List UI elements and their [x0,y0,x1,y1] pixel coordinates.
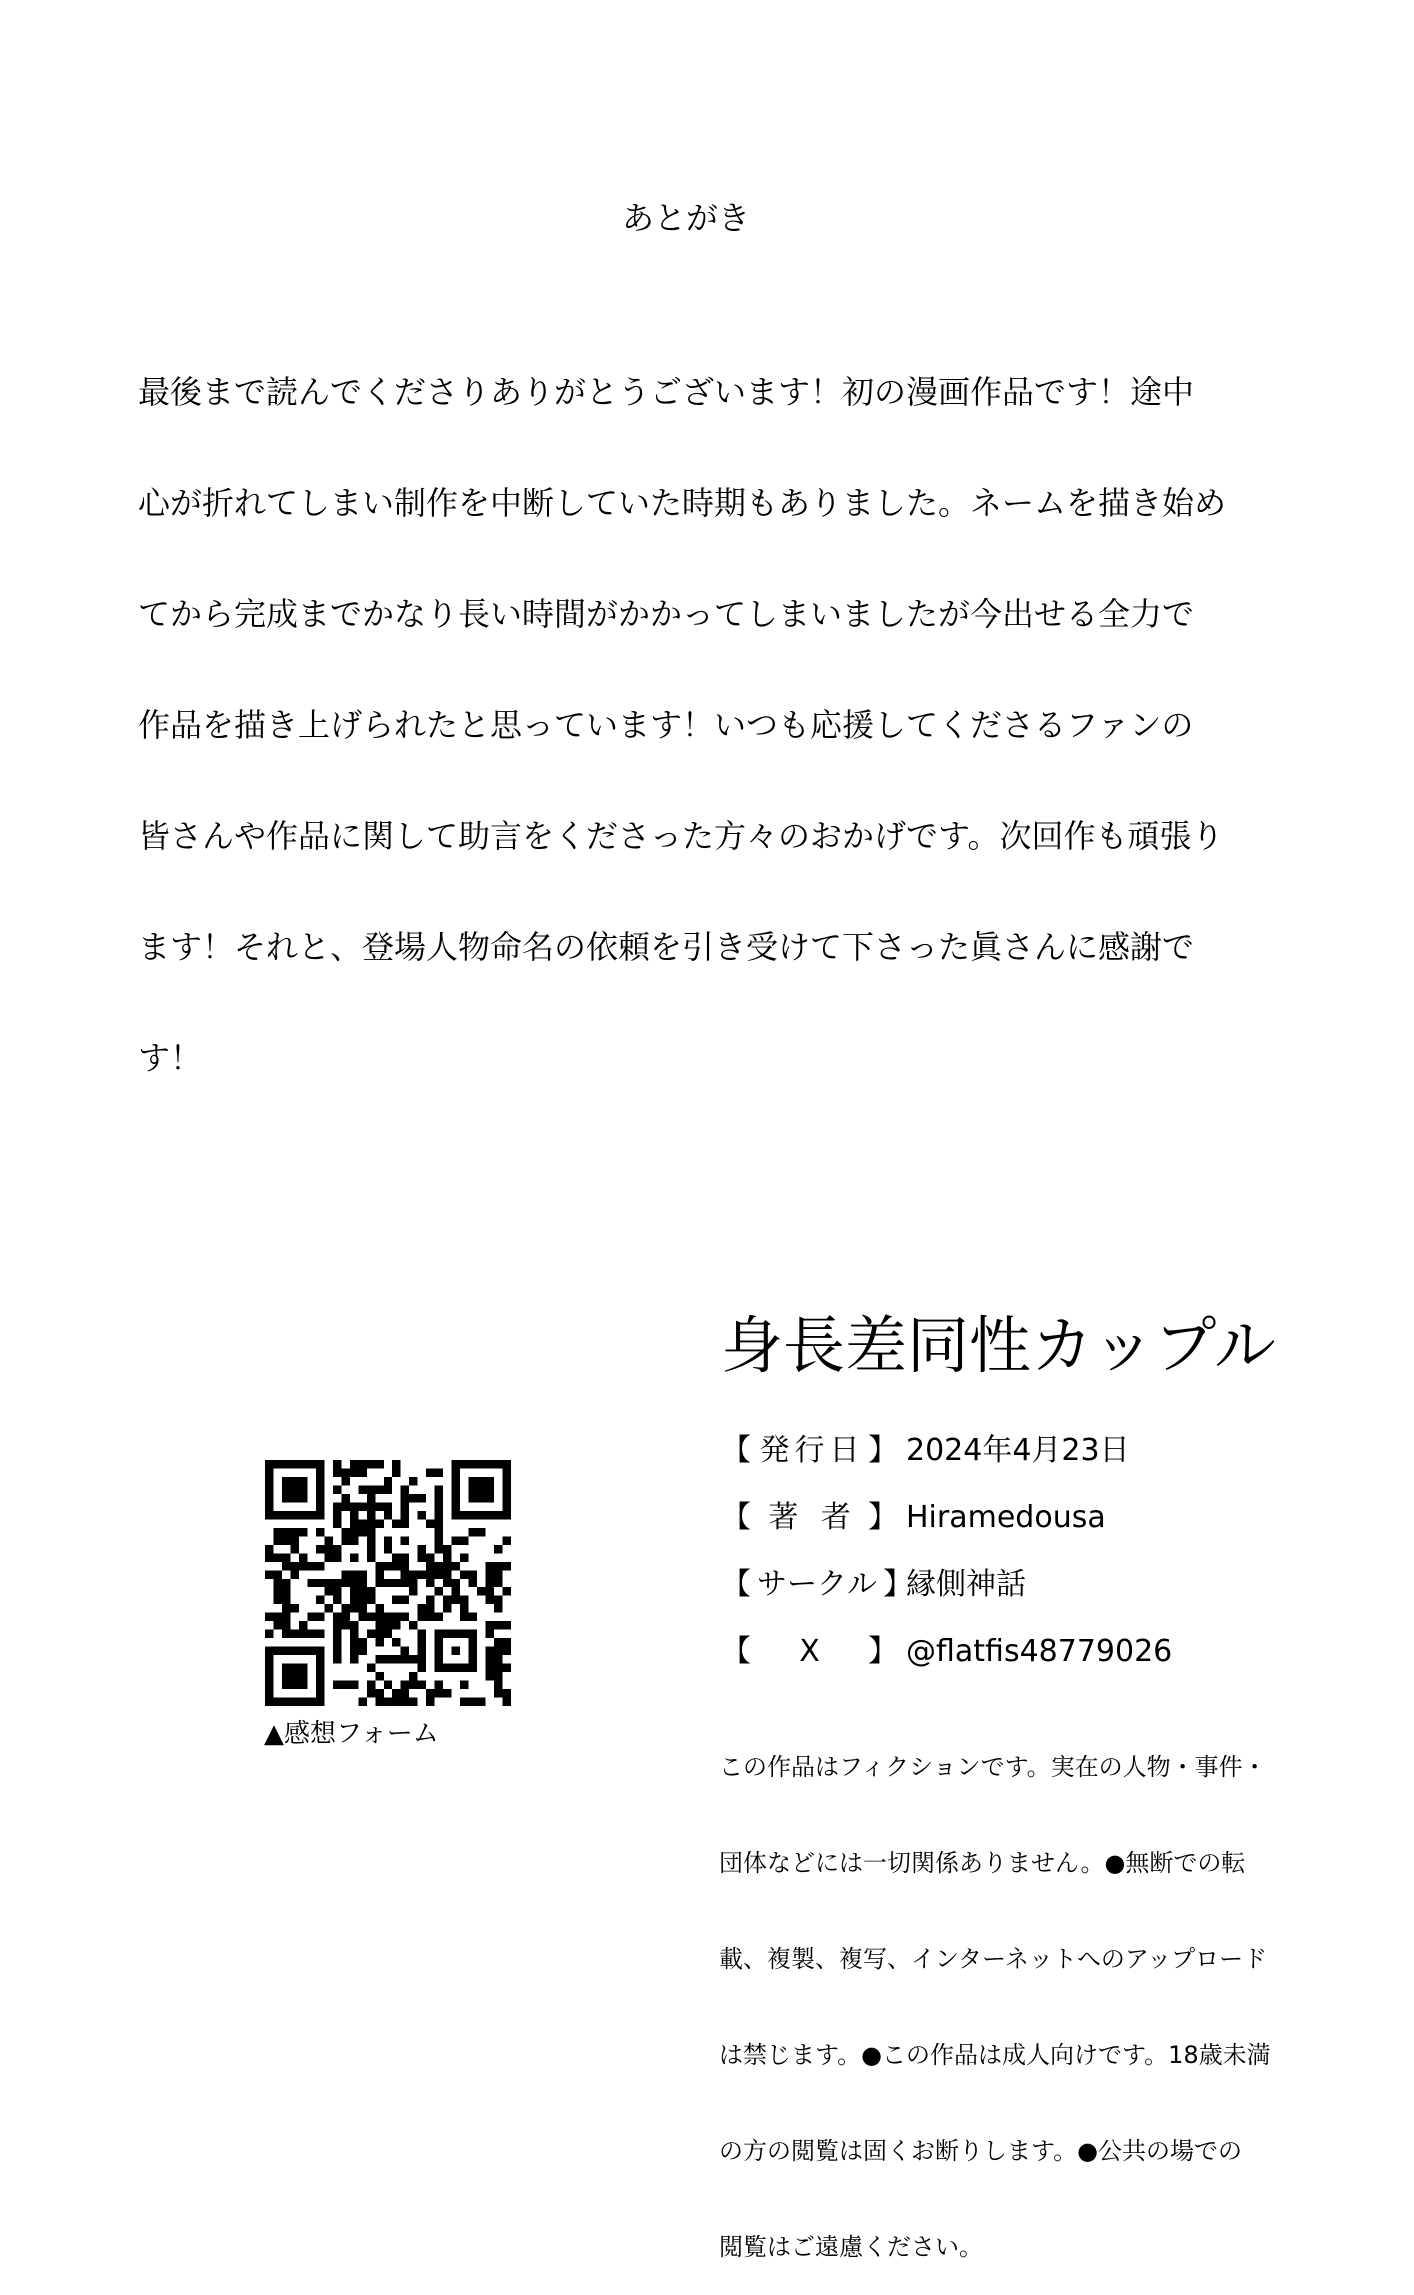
colophon-label-text: サ ー ク ル [757,1566,877,1602]
afterword-line: す！ [138,1039,203,1077]
afterword-line: ます！それと、登場人物命名の依頼を引き受けて下さった眞さんに感謝で [138,928,1195,966]
colophon-label: 【 発 行 日 】 [721,1431,906,1471]
notice-line: の方の閲覧は固くお断りします。●公共の場での [719,2137,1243,2165]
afterword-title: あとがき [621,199,750,237]
colophon-row-x [721,1618,1341,1685]
qr-caption: ▲感想フォーム [264,1719,439,1749]
colophon-label: 【 X 】 [721,1632,906,1672]
colophon-value: Hiramedousa [906,1499,1106,1535]
colophon-label-text: 著 者 [768,1499,851,1535]
notice-line: は禁じます。●この作品は成人向けです。18歳未満 [719,2041,1271,2069]
afterword-line: てから完成までかなり長い時間がかかってしまいましたが今出せる全力で [138,595,1195,633]
afterword-body [138,300,1288,1114]
colophon-value: 縁側神話 [906,1566,1026,1602]
colophon-value: 2024年4月23日 [906,1432,1130,1468]
colophon-label-text: X [799,1633,820,1669]
notice-line: この作品はフィクションです。実在の人物・事件・ [719,1753,1267,1781]
afterword-line: 心が折れてしまい制作を中断していた時期もありました。ネームを描き始め [138,484,1227,522]
colophon-label: 【 サ ー ク ル 】 [721,1565,906,1605]
colophon-row-author [721,1484,1341,1551]
qr-code-icon[interactable] [265,1460,511,1706]
colophon-value: @flatfis48779026 [906,1633,1173,1669]
colophon-label-text: 発 行 日 [759,1432,860,1468]
afterword-line: 作品を描き上げられたと思っています！いつも応援してくださるファンの [138,706,1194,744]
colophon-row-circle [721,1551,1341,1618]
colophon-label: 【 著 者 】 [721,1498,906,1538]
afterword-line: 皆さんや作品に関して助言をくださった方々のおかげです。次回作も頑張り [138,817,1224,855]
qr-code-graphic [265,1460,511,1706]
afterword-line: 最後まで読んでくださりありがとうございます！初の漫画作品です！途中 [138,373,1195,411]
notice-line: 団体などには一切関係ありません。●無断での転 [719,1849,1246,1877]
notice-line: 閲覧はご遠慮ください。 [719,2233,983,2261]
colophon-row-publish-date [721,1417,1341,1484]
notice-line: 載、複製、複写、インターネットへのアップロード [719,1945,1268,1973]
legal-notice [719,1687,1321,2295]
book-title: 身長差同性カップル [721,1309,1276,1382]
colophon [721,1417,1341,1685]
